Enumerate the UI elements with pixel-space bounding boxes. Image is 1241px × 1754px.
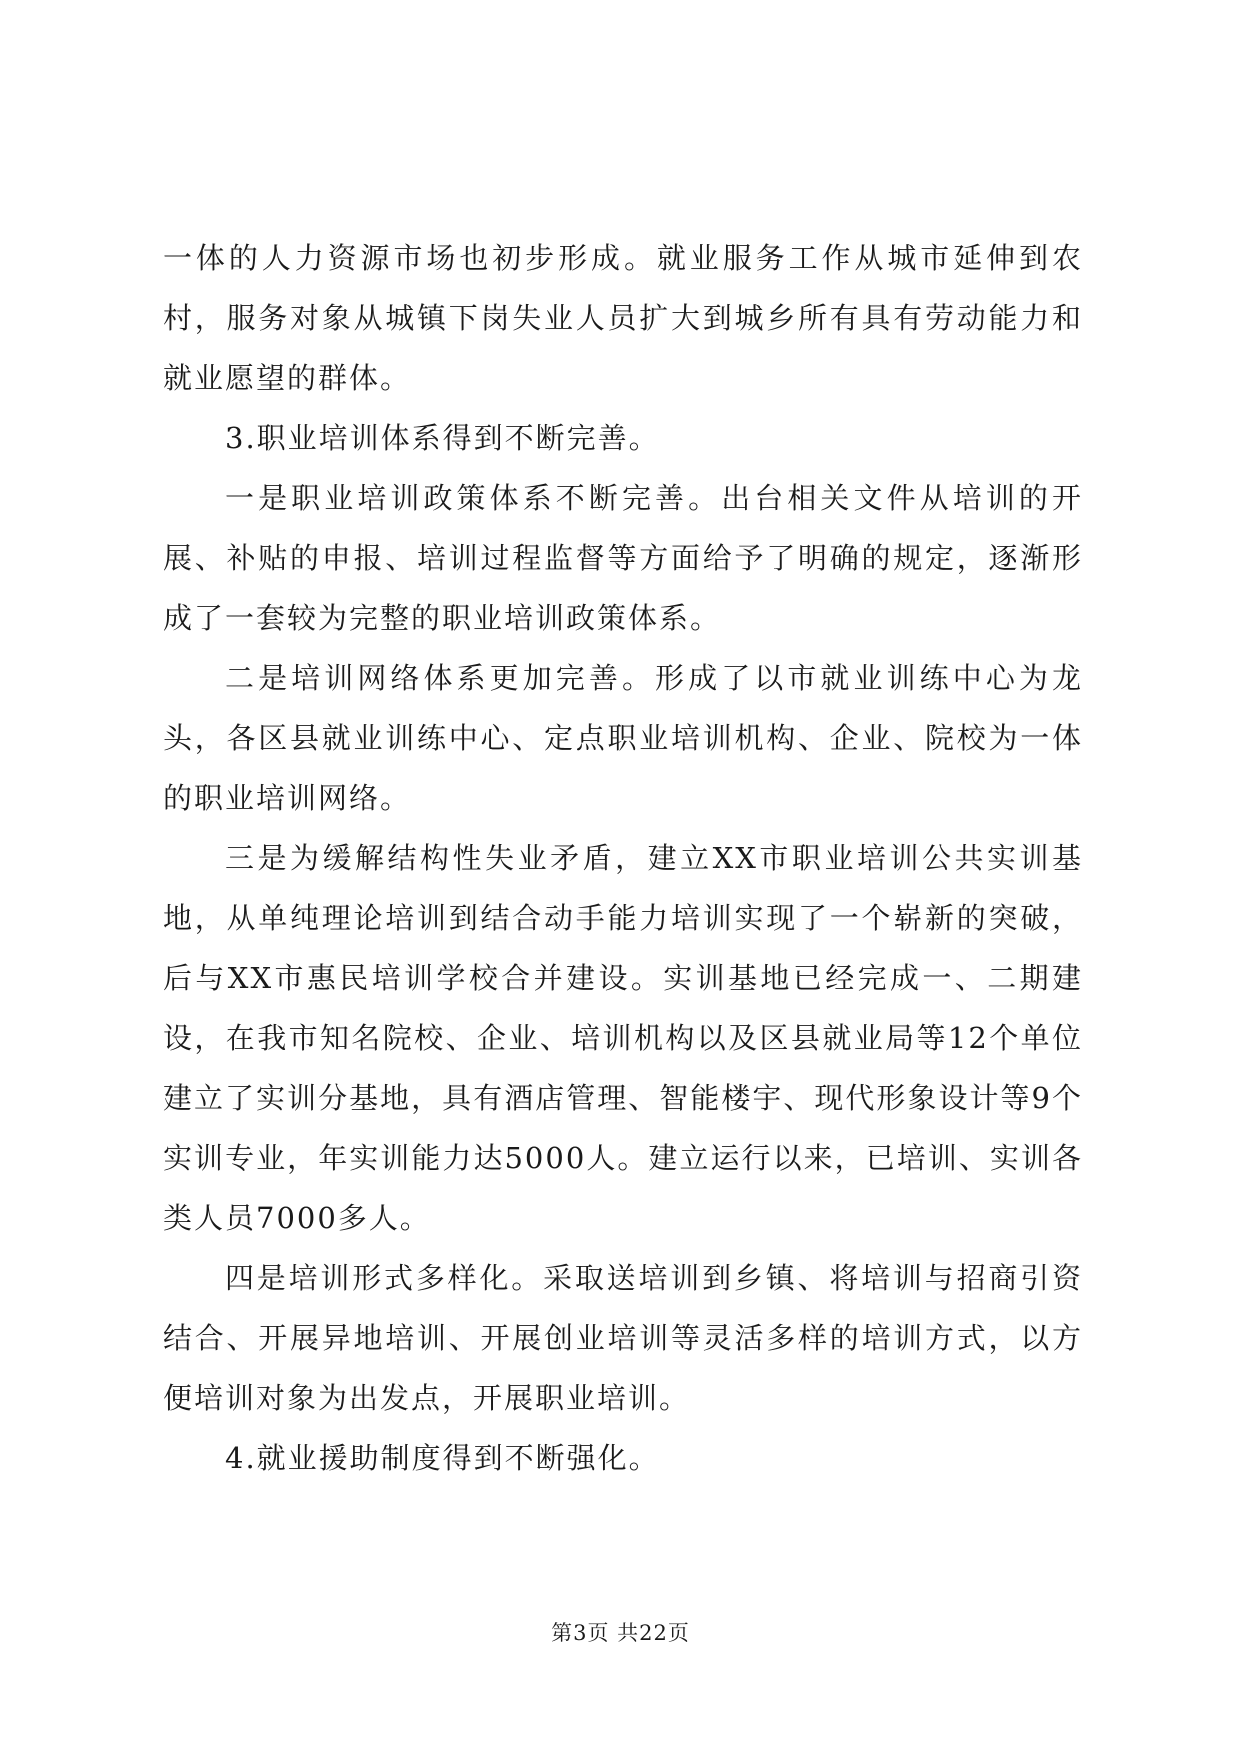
paragraph-training-base: 三是为缓解结构性失业矛盾，建立XX市职业培训公共实训基地，从单纯理论培训到结合动手能力培训实现了一个崭新的突破，后与XX市惠民培训学校合并建设。实训基地已经完成一、二期建设，在我市知名院校、企业、培训机构以及区县就业局等12个单位建立了实训分基地，具有酒店管理、智能楼宇、现代形象设计等9个实训专业，年实训能力达5000人。建立运行以来，已培训、实训各类人员7000多人。 (163, 841, 1083, 1235)
section-heading-4: 4.就业援助制度得到不断强化。 (225, 1441, 660, 1475)
paragraph-policy-system: 一是职业培训政策体系不断完善。出台相关文件从培训的开展、补贴的申报、培训过程监督等方面给予了明确的规定，逐渐形成了一套较为完整的职业培训政策体系。 (163, 481, 1083, 635)
section-heading-3: 3.职业培训体系得到不断完善。 (225, 421, 660, 455)
document-body (163, 228, 1083, 1488)
paragraph-continuation: 一体的人力资源市场也初步形成。就业服务工作从城市延伸到农村，服务对象从城镇下岗失业人员扩大到城乡所有具有劳动能力和就业愿望的群体。 (163, 241, 1083, 395)
paragraph-training-forms: 四是培训形式多样化。采取送培训到乡镇、将培训与招商引资结合、开展异地培训、开展创业培训等灵活多样的培训方式，以方便培训对象为出发点，开展职业培训。 (163, 1261, 1083, 1415)
page-footer: 第3页 共22页 (551, 1621, 690, 1645)
paragraph-training-network: 二是培训网络体系更加完善。形成了以市就业训练中心为龙头，各区县就业训练中心、定点职业培训机构、企业、院校为一体的职业培训网络。 (163, 661, 1083, 815)
